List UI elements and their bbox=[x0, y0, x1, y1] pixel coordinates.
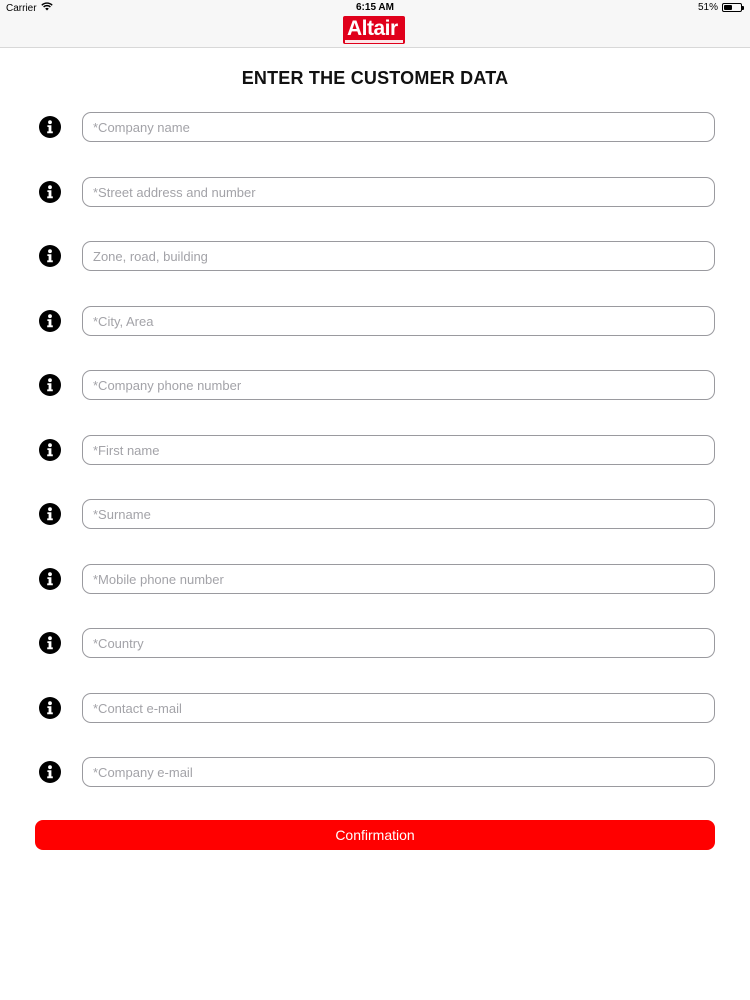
zone-road-building-input[interactable] bbox=[82, 241, 715, 271]
logo-box bbox=[343, 16, 405, 44]
status-bar bbox=[0, 0, 750, 16]
page-title: ENTER THE CUSTOMER DATA bbox=[241, 68, 509, 88]
battery-fill bbox=[724, 5, 732, 10]
info-icon[interactable] bbox=[39, 310, 61, 332]
company-email-input[interactable] bbox=[82, 757, 715, 787]
company-name-input[interactable] bbox=[82, 112, 715, 142]
form-row-company-name bbox=[0, 112, 750, 142]
info-icon[interactable] bbox=[39, 439, 61, 461]
form-row-street-address bbox=[0, 177, 750, 207]
mobile-phone-input[interactable] bbox=[82, 564, 715, 594]
carrier-label: Carrier bbox=[6, 2, 37, 14]
info-icon[interactable] bbox=[39, 245, 61, 267]
form-row-country bbox=[0, 628, 750, 658]
contact-email-input[interactable] bbox=[82, 693, 715, 723]
surname-input[interactable] bbox=[82, 499, 715, 529]
info-icon[interactable] bbox=[39, 116, 61, 138]
street-address-input[interactable] bbox=[82, 177, 715, 207]
info-icon[interactable] bbox=[39, 181, 61, 203]
info-icon[interactable] bbox=[39, 697, 61, 719]
form-row-company-email bbox=[0, 757, 750, 787]
info-icon[interactable] bbox=[39, 761, 61, 783]
form-row-city-area bbox=[0, 306, 750, 336]
info-icon[interactable] bbox=[39, 632, 61, 654]
city-area-input[interactable] bbox=[82, 306, 715, 336]
logo-underline bbox=[345, 40, 403, 43]
altair-logo bbox=[343, 16, 405, 44]
form-row-contact-email bbox=[0, 693, 750, 723]
info-icon[interactable] bbox=[39, 568, 61, 590]
info-icon[interactable] bbox=[39, 374, 61, 396]
status-right bbox=[698, 2, 742, 13]
form-row-first-name bbox=[0, 435, 750, 465]
form-row-company-phone bbox=[0, 370, 750, 400]
form-row-mobile-phone bbox=[0, 564, 750, 594]
info-icon[interactable] bbox=[39, 503, 61, 525]
logo-text: Altair bbox=[347, 17, 398, 40]
form-row-zone-road-building bbox=[0, 241, 750, 271]
first-name-input[interactable] bbox=[82, 435, 715, 465]
company-phone-input[interactable] bbox=[82, 370, 715, 400]
battery-percent: 51% bbox=[697, 2, 718, 13]
country-input[interactable] bbox=[82, 628, 715, 658]
battery-icon bbox=[722, 3, 742, 12]
form-row-surname bbox=[0, 499, 750, 529]
status-time: 6:15 AM bbox=[356, 2, 394, 13]
confirmation-button[interactable]: Confirmation bbox=[35, 820, 715, 850]
